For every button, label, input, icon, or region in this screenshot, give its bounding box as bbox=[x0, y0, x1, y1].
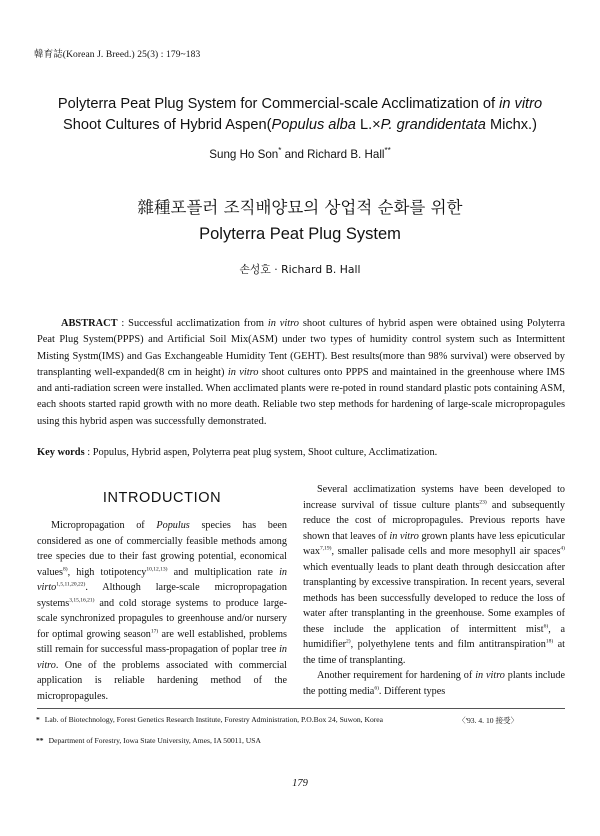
korean-title: 雜種포플러 조직배양묘의 상업적 순화를 위한 bbox=[137, 198, 463, 217]
footnote-affiliation-1: * Lab. of Biotechnology, Forest Genetics Research Institute, Forestry Administration, P.O.Box 24, Suwon, Korea bbox=[36, 715, 384, 724]
body-column-right bbox=[303, 482, 565, 699]
journal-citation: 韓育誌(Korean J. Breed.) 25(3) : 179~183 bbox=[34, 50, 201, 60]
keywords-label: Key words bbox=[37, 447, 85, 458]
paragraph: Another requirement for hardening of in vitro plants include the potting media$^{6)}$. Different types bbox=[303, 670, 565, 697]
footnote-divider bbox=[37, 708, 565, 709]
footnote-affiliation-2: ** Department of Forestry, Iowa State University, Ames, IA 50011, USA bbox=[36, 736, 261, 745]
korean-title-subtitle: Polyterra Peat Plug System bbox=[199, 225, 401, 243]
section-heading-introduction: INTRODUCTION bbox=[102, 490, 222, 506]
page-number: 179 bbox=[292, 778, 308, 789]
abstract: ABSTRACT : Successful acclimatization from in vitro shoot cultures of hybrid aspen were obtained using Polyterra Peat Plug System(PPPS) and Artificial Soil Mix(ASM) under two types of humidity control system such as Intermittent Misting Systm(IMS) and Gas Exchangeable Humidity Tent (GEHT). Best results(more than 98% survival) were observed by transplanting well-expanded(8 cm in height) in vitro shoot cultures onto PPPS and maintained in the greenhouse where IMS and anti-radiation screen were installed. When acclimated plants were re-poted in round standard plastic pots containing ASM, each shoots started rapid growth with no more death. Reliable two step methods for hardening of large-scale micropropagules using this hybrid aspen was successfully demonstrated. bbox=[37, 318, 565, 427]
title-line-1: Polyterra Peat Plug System for Commercial-scale Acclimatization of in vitro bbox=[57, 96, 543, 112]
keywords: Key words : Populus, Hybrid aspen, Polyterra peat plug system, Shoot culture, Acclimatization. bbox=[37, 447, 438, 458]
korean-author-line: 손성호 · Richard B. Hall bbox=[239, 263, 361, 276]
body-column-left: Micropropagation of Populus species has been considered as one of commercially feasible methods among tree species due to their fast growing potential, economical values$^{8)}$, high totipotency$^{10,12,13)}$ and multiplication rate in virto$^{1,5,11,20,22)}$. Although large-scale micropropagation systems$^{3,15,16,21)}$ and cold storage systems to produce large-scale synchronized propagules to greenhouse and/or nursery for optimal growing season$^{17)}$ are well established, problems still remain for successful mass-propagation of poplar tree in vitro. One of the problems associated with commercial application is reliable hardening method of the micropropagules. bbox=[37, 520, 287, 702]
paper-title bbox=[30, 94, 570, 136]
abstract-label: ABSTRACT bbox=[61, 318, 118, 329]
author-line: Sung Ho Son* and Richard B. Hall** bbox=[209, 146, 391, 161]
paragraph: Several acclimatization systems have been developed to increase survival of tissue culture plants$^{23)}$ and subsequently reduce the cost of micropropagules. Previous reports have shown that leaves of in vitro grown plants have less epicuticular wax$^{7,19)}$, smaller palisade cells and more mesophyll air spaces$^{4)}$ which eventually leads to plant death through desiccation after transplanting by excessive transpiration. In recent years, several methods has been successfully developed to reduce the loss of water after transplanting in the greenhouse. Some examples of these include the application of intermittent mist$^{6)}$, a humidifier$^{2)}$, polyethylene tents and film antitranspiration$^{18)}$ at the time of transplanting. bbox=[303, 484, 566, 666]
received-date: 〈'93. 4. 10 接受〉 bbox=[458, 716, 519, 725]
title-line-2: Shoot Cultures of Hybrid Aspen(Populus alba L.×P. grandidentata Michx.) bbox=[63, 117, 537, 133]
